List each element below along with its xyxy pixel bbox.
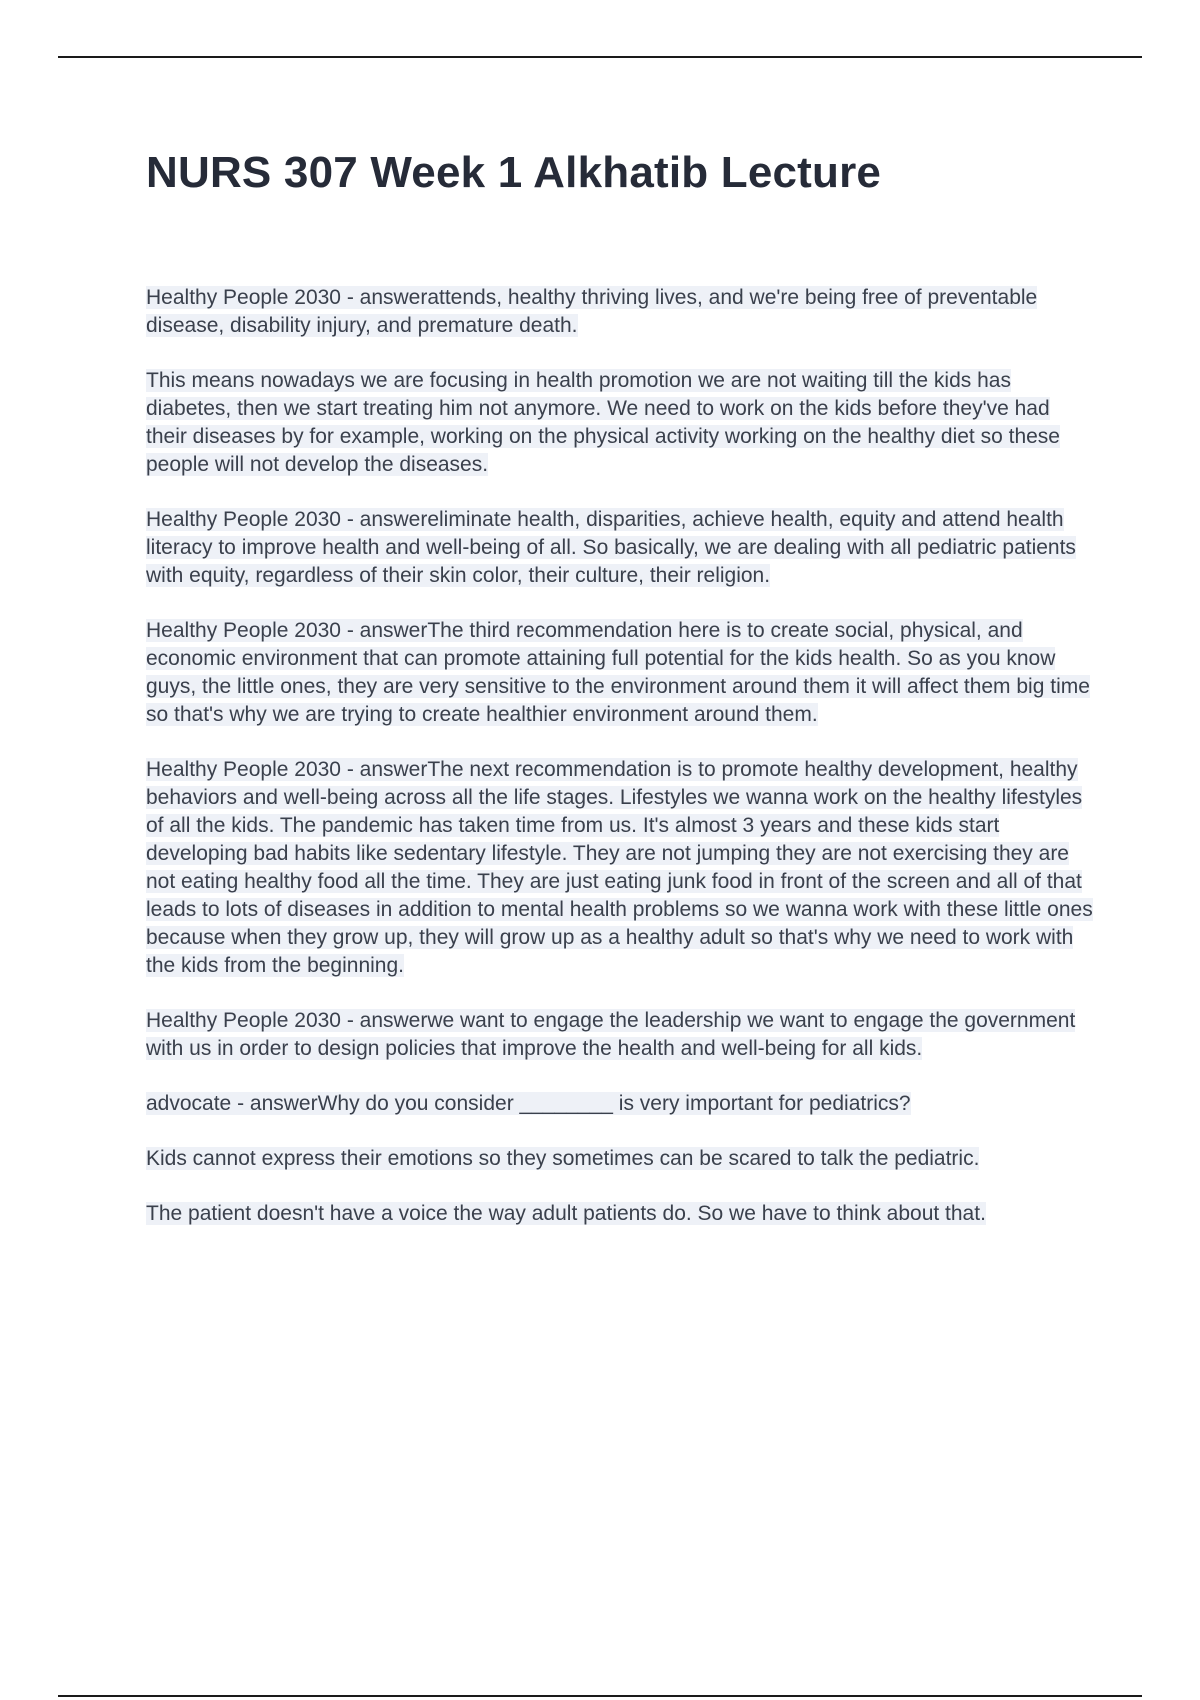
paragraph-text: Healthy People 2030 - answerThe next recommendation is to promote healthy development, healthy behaviors and well-being across all the life stages. Lifestyles we wanna work on the healthy lifestyles of all the kids. The pandemic has taken time from us. It's almost 3 years and these kids start developing bad habits like sedentary lifestyle. They are not jumping they are not exercising they are not eating healthy food all the time. They are just eating junk food in front of the screen and all of that leads to lots of diseases in addition to mental health problems so we wanna work with these little ones because when they grow up, they will grow up as a healthy adult so that's why we need to work with the kids from the beginning. [146, 758, 1093, 977]
paragraph-6 [146, 1007, 1096, 1063]
paragraph-2 [146, 367, 1096, 479]
document-body [146, 142, 1096, 1255]
paragraph-3 [146, 506, 1096, 590]
paragraph-list [146, 284, 1096, 1228]
paragraph-text: This means nowadays we are focusing in health promotion we are not waiting till the kids has diabetes, then we start treating him not anymore. We need to work on the kids before they've had their diseases by for example, working on the physical activity working on the healthy diet so these people will not develop the diseases. [146, 369, 1060, 476]
paragraph-9 [146, 1200, 1096, 1228]
paragraph-text: Healthy People 2030 - answerThe third recommendation here is to create social, physical, and economic environment that can promote attaining full potential for the kids health. So as you know guys, the little ones, they are very sensitive to the environment around them it will affect them big time so that's why we are trying to create healthier environment around them. [146, 619, 1090, 726]
paragraph-5 [146, 756, 1096, 980]
paragraph-text: Kids cannot express their emotions so they sometimes can be scared to talk the pediatric. [146, 1147, 980, 1170]
paragraph-1 [146, 284, 1096, 340]
top-rule [58, 56, 1142, 58]
paragraph-text: advocate - answerWhy do you consider ________ is very important for pediatrics? [146, 1092, 911, 1115]
paragraph-7 [146, 1090, 1096, 1118]
paragraph-8 [146, 1145, 1096, 1173]
paragraph-text: Healthy People 2030 - answereliminate health, disparities, achieve health, equity and attend health literacy to improve health and well-being of all. So basically, we are dealing with all pediatric patients with equity, regardless of their skin color, their culture, their religion. [146, 508, 1076, 587]
paragraph-text: Healthy People 2030 - answerattends, healthy thriving lives, and we're being free of preventable disease, disability injury, and premature death. [146, 286, 1038, 337]
paragraph-text: The patient doesn't have a voice the way adult patients do. So we have to think about that. [146, 1202, 986, 1225]
document-title: NURS 307 Week 1 Alkhatib Lecture [146, 148, 882, 197]
paragraph-text: Healthy People 2030 - answerwe want to engage the leadership we want to engage the government with us in order to design policies that improve the health and well-being for all kids. [146, 1009, 1076, 1060]
bottom-rule [58, 1695, 1142, 1697]
paragraph-4 [146, 617, 1096, 729]
